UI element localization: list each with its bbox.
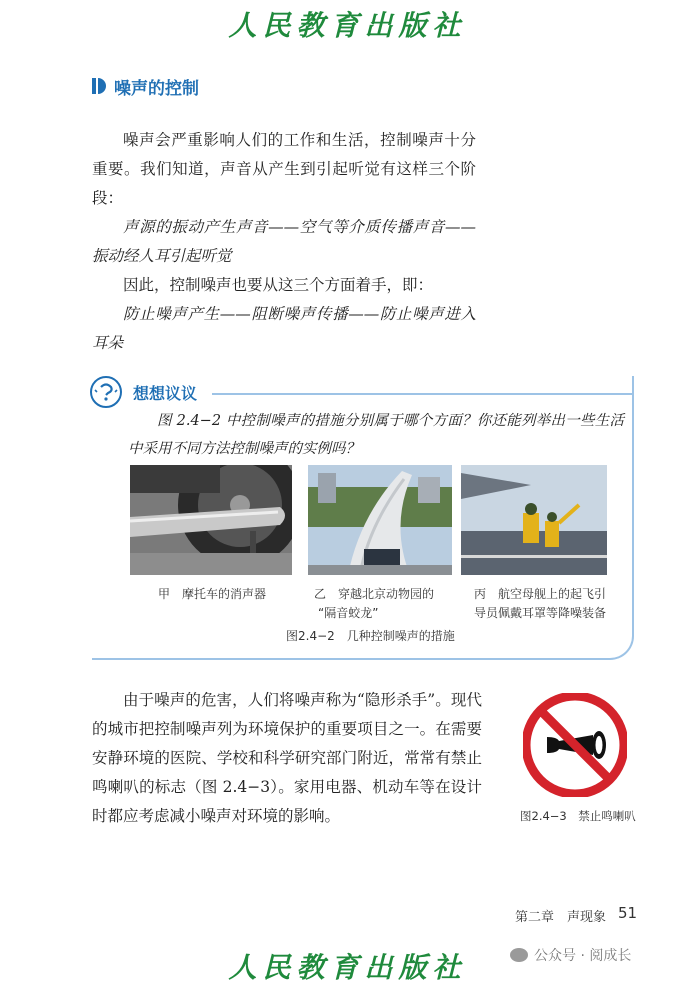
sign-caption: 图2.4−3 禁止鸣喇叭 <box>520 809 636 823</box>
caption-c-line2: 导员佩戴耳罩等降噪装备 <box>474 606 607 620</box>
figure-caption-2-4-2: 图2.4−2 几种控制噪声的措施 <box>286 629 455 643</box>
publisher-logo-bottom: 人民教育出版社 <box>228 951 467 984</box>
therefore-line: 因此，控制噪声也要从这三个方面着手，即： <box>123 276 434 294</box>
intro-paragraph: 噪声会严重影响人们的工作和生活，控制噪声十分重要。我们知道，声音从产生到引起听觉有这样三个阶段： <box>92 131 476 207</box>
caption-a: 甲 摩托车的消声器 <box>158 587 267 601</box>
photo-sound-barrier-tunnel <box>308 465 452 575</box>
section-marker-icon <box>92 78 106 94</box>
thinking-face-icon <box>90 376 122 408</box>
caption-b-line1: 乙 穿越北京动物园的 <box>314 587 435 601</box>
hazard-paragraph: 由于噪声的危害，人们将噪声称为“隐形杀手”。现代的城市把控制噪声列为环境保护的重要项目之一。在需要安静环境的医院、学校和科学研究部门附近，常常有禁止鸣喇叭的标志（图 2.4−3）。家用电器、机动车等在设计时都应考虑减小噪声对环境的影响。 <box>92 691 482 825</box>
page-number: 51 <box>618 904 638 922</box>
watermark <box>510 945 631 965</box>
photo-carrier-deck-crew <box>461 465 607 575</box>
photo-motorcycle-muffler <box>130 465 292 575</box>
no-horn-sign-icon <box>523 693 627 797</box>
stages-line: 声源的振动产生声音——空气等介质传播声音——振动经人耳引起听觉 <box>92 218 476 265</box>
think-title-rule <box>212 393 632 395</box>
think-question: 图 2.4−2 中控制噪声的措施分别属于哪个方面？你还能列举出一些生活中采用不同方法控制噪声的实例吗？ <box>128 413 624 457</box>
wechat-icon <box>510 948 528 962</box>
caption-c-line1: 丙 航空母舰上的起飞引 <box>474 587 607 601</box>
chapter-label: 第二章 声现象 <box>515 910 607 925</box>
caption-b-line2: “隔音蛟龙” <box>318 606 379 620</box>
measures-line: 防止噪声产生——阻断噪声传播——防止噪声进入耳朵 <box>92 305 476 352</box>
think-discuss-title: 想想议议 <box>133 384 198 403</box>
section-title: 噪声的控制 <box>114 78 199 99</box>
publisher-logo-top: 人民教育出版社 <box>228 9 467 42</box>
watermark-text: 公众号 · 阅成长 <box>534 948 632 964</box>
section-heading <box>92 72 199 100</box>
